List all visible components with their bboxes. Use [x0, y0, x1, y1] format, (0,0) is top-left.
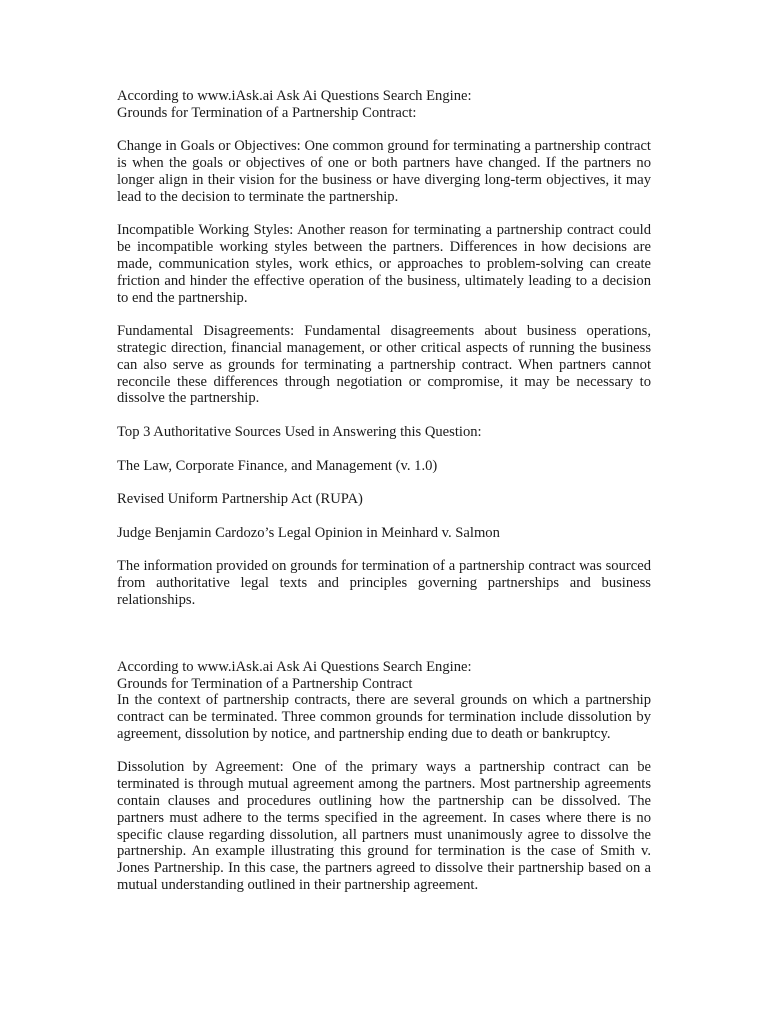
document-page [117, 88, 651, 894]
source-attribution: According to www.iAsk.ai Ask Ai Questions Search Engine: [117, 88, 472, 104]
paragraph-disagreements: Fundamental Disagreements: Fundamental disagreements about business operations, strategic direction, financial management, or other critical aspects of running the business can also serve as grounds for terminating a partnership contract. When partners cannot reconcile these differences through negotiation or compromise, it may be necessary to dissolve the partnership. [117, 323, 651, 407]
section-title: Grounds for Termination of a Partnership Contract [117, 675, 413, 692]
section-spacer [117, 609, 651, 659]
paragraph-working-styles: Incompatible Working Styles: Another reason for terminating a partnership contract could be incompatible working styles between the partners. Differences in how decisions are made, communication styles, work ethics, or approaches to problem-solving can create friction and hinder the effective operation of the business, ultimately leading to a decision to end the partnership. [117, 222, 651, 306]
sources-heading: Top 3 Authoritative Sources Used in Answering this Question: [117, 423, 482, 440]
paragraph-goals: Change in Goals or Objectives: One common ground for terminating a partnership contract is when the goals or objectives of one or both partners have changed. If the partners no longer align in their vision for the business or have diverging long-term objectives, it may lead to the decision to terminate the partnership. [117, 138, 651, 205]
paragraph-dissolution-by-agreement: Dissolution by Agreement: One of the primary ways a partnership contract can be terminated is through mutual agreement among the partners. Most partnership agreements contain clauses and procedures outlining how the partnership can be dissolved. The partners must adhere to the terms specified in the agreement. In cases where there is no specific clause regarding dissolution, all partners must unanimously agree to dissolve the partnership. An example illustrating this ground for termination is the case of Smith v. Jones Partnership. In this case, the partners agreed to dissolve their partnership based on a mutual understanding outlined in their partnership agreement. [117, 759, 651, 894]
source-attribution: According to www.iAsk.ai Ask Ai Questions Search Engine: [117, 658, 472, 675]
answer-section-2 [117, 659, 651, 894]
answer-section-1 [117, 88, 651, 609]
source-item: The Law, Corporate Finance, and Management (v. 1.0) [117, 457, 438, 474]
intro-paragraph: In the context of partnership contracts, there are several grounds on which a partnership contract can be terminated. Three common grounds for termination include dissolution by agreement, dissolution by notice, and partnership ending due to death or bankruptcy. [117, 692, 651, 742]
section-header [117, 659, 651, 693]
source-item: Revised Uniform Partnership Act (RUPA) [117, 491, 363, 508]
source-item: Judge Benjamin Cardozo’s Legal Opinion in Meinhard v. Salmon [117, 524, 500, 541]
section-header [117, 88, 651, 122]
closing-paragraph: The information provided on grounds for termination of a partnership contract was sourced from authoritative legal texts and principles governing partnerships and business relationships. [117, 558, 651, 608]
section-title: Grounds for Termination of a Partnership Contract: [117, 104, 417, 121]
